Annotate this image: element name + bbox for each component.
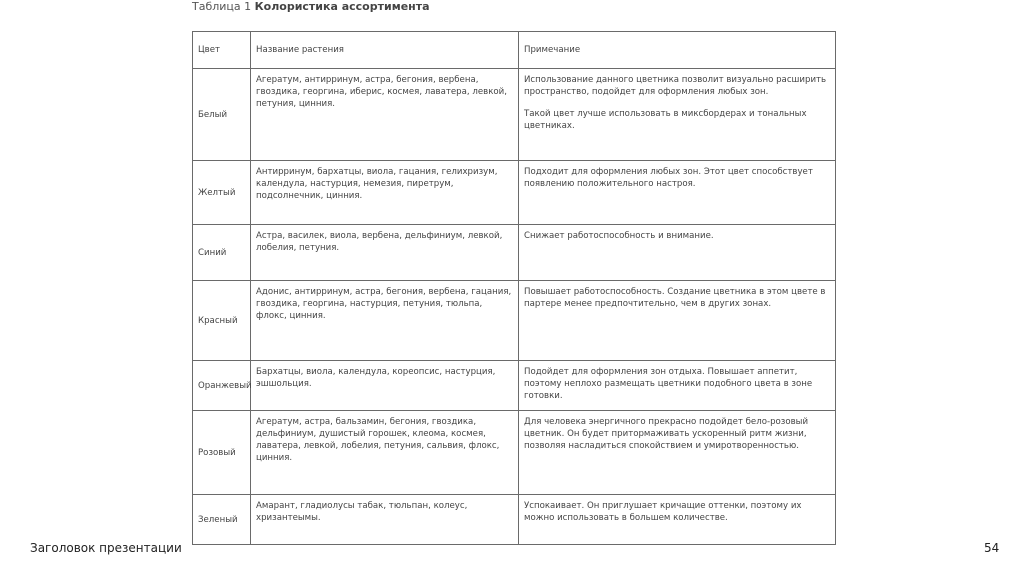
cell-note	[519, 225, 836, 281]
cell-note	[519, 69, 836, 161]
note-paragraph: Подойдет для оформления зон отдыха. Повышает аппетит, поэтому неплохо размещать цветники подобного цвета в зоне готовки.	[524, 367, 813, 401]
presentation-title: Заголовок презентации	[30, 541, 182, 555]
cell-note	[519, 411, 836, 495]
note-paragraph: Успокаивает. Он приглушает кричащие оттенки, поэтому их можно использовать в большем количестве.	[524, 501, 802, 523]
cell-color: Розовый	[193, 411, 251, 495]
cell-color: Синий	[193, 225, 251, 281]
cell-note	[519, 361, 836, 411]
cell-color: Красный	[193, 281, 251, 361]
cell-plants: Адонис, антирринум, астра, бегония, вербена, гацания, гвоздика, георгина, настурция, петуния, тюльпа, флокс, цинния.	[251, 281, 519, 361]
table-row	[193, 411, 836, 495]
cell-plants: Амарант, гладиолусы табак, тюльпан, колеус, хризантеымы.	[251, 495, 519, 545]
table-row	[193, 69, 836, 161]
header-color: Цвет	[193, 32, 251, 69]
note-paragraph: Такой цвет лучше использовать в миксбордерах и тональных цветниках.	[524, 109, 807, 131]
note-paragraph: Снижает работоспособность и внимание.	[524, 231, 714, 241]
cell-note	[519, 281, 836, 361]
table-caption	[192, 0, 430, 13]
cell-plants: Бархатцы, виола, календула, кореопсис, настурция, эшшольция.	[251, 361, 519, 411]
note-paragraph: Для человека энергичного прекрасно подойдет бело-розовый цветник. Он будет притормаживать ускоренный ритм жизни, позволяя насладиться спокойствием и умиротворенностью.	[524, 417, 809, 451]
header-plant-name: Название растения	[251, 32, 519, 69]
cell-note	[519, 161, 836, 225]
note-paragraph: Подходит для оформления любых зон. Этот цвет способствует появлению положительного настроя.	[524, 167, 813, 189]
cell-plants: Антирринум, бархатцы, виола, гацания, гелихризум, календула, настурция, немезия, пиретрум, подсолнечник, цинния.	[251, 161, 519, 225]
table-header-row	[193, 32, 836, 69]
table-row	[193, 225, 836, 281]
table-row	[193, 495, 836, 545]
table-row	[193, 361, 836, 411]
cell-color: Зеленый	[193, 495, 251, 545]
cell-note	[519, 495, 836, 545]
color-table	[192, 31, 836, 545]
cell-plants: Агератум, астра, бальзамин, бегония, гвоздика, дельфиниум, душистый горошек, клеома, космея, лаватера, левкой, лобелия, петуния, сальвия, флокс, цинния.	[251, 411, 519, 495]
note-paragraph: Использование данного цветника позволит визуально расширить пространство, подойдет для оформления любых зон.	[524, 75, 827, 97]
table-row	[193, 161, 836, 225]
caption-title: Колористика ассортимента	[254, 0, 430, 13]
cell-plants: Агератум, антирринум, астра, бегония, вербена, гвоздика, георгина, иберис, космея, лаватера, левкой, петуния, цинния.	[251, 69, 519, 161]
header-note: Примечание	[519, 32, 836, 69]
note-paragraph: Повышает работоспособность. Создание цветника в этом цвете в партере менее предпочтительно, чем в других зонах.	[524, 287, 826, 309]
cell-color: Оранжевый	[193, 361, 251, 411]
table-row	[193, 281, 836, 361]
cell-color: Желтый	[193, 161, 251, 225]
cell-plants: Астра, василек, виола, вербена, дельфиниум, левкой, лобелия, петуния.	[251, 225, 519, 281]
cell-color: Белый	[193, 69, 251, 161]
caption-prefix: Таблица 1	[192, 0, 252, 13]
page-number: 54	[984, 541, 1000, 555]
